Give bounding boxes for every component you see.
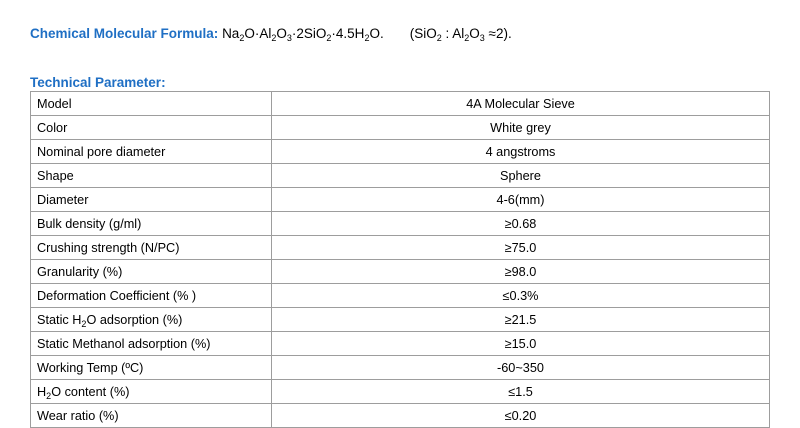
table-row (31, 236, 770, 260)
table-row (31, 164, 770, 188)
chemical-formula-value: $Na_2O\cdot Al_2O_3\cdot 2SiO_2\cdot 4.5H_2O$. (222, 26, 384, 43)
row-label: Nominal pore diameter (31, 140, 272, 164)
technical-parameter-table (30, 91, 770, 428)
row-label: Deformation Coefficient (% ) (31, 284, 272, 308)
table-row (31, 116, 770, 140)
table-row (31, 404, 770, 428)
row-value: ≤1.5 (272, 380, 770, 404)
row-value: -60~350 (272, 356, 770, 380)
row-label: Diameter (31, 188, 272, 212)
row-value: ≤0.20 (272, 404, 770, 428)
table-row (31, 332, 770, 356)
row-label: Static $H_2O$ adsorption (%) (31, 308, 272, 332)
table-row (31, 284, 770, 308)
table-row (31, 140, 770, 164)
row-value: White grey (272, 116, 770, 140)
table-row (31, 260, 770, 284)
row-value: 4 angstroms (272, 140, 770, 164)
row-label: Shape (31, 164, 272, 188)
row-value: ≥0.68 (272, 212, 770, 236)
table-row (31, 380, 770, 404)
row-value: ≥98.0 (272, 260, 770, 284)
chemical-formula-note: (SiO$_2$ : $Al_2O_3 \approx 2$). (409, 26, 512, 43)
row-label: Granularity (%) (31, 260, 272, 284)
row-label: Color (31, 116, 272, 140)
table-row (31, 188, 770, 212)
row-label: Working Temp (ºC) (31, 356, 272, 380)
row-value: Sphere (272, 164, 770, 188)
table-row (31, 356, 770, 380)
row-value: ≤0.3% (272, 284, 770, 308)
row-value: ≥75.0 (272, 236, 770, 260)
chemical-formula-label: Chemical Molecular Formula: (30, 26, 219, 41)
chemical-formula-line (30, 26, 512, 41)
row-label: Crushing strength (N/PC) (31, 236, 272, 260)
technical-parameter-title: Technical Parameter: (30, 75, 166, 90)
row-value: ≥15.0 (272, 332, 770, 356)
table-row (31, 308, 770, 332)
table-row (31, 92, 770, 116)
table-row (31, 212, 770, 236)
row-label: Static Methanol adsorption (%) (31, 332, 272, 356)
row-label: Bulk density (g/ml) (31, 212, 272, 236)
row-label: Wear ratio (%) (31, 404, 272, 428)
row-label: Model (31, 92, 272, 116)
row-value: ≥21.5 (272, 308, 770, 332)
row-value: 4A Molecular Sieve (272, 92, 770, 116)
row-value: 4-6(mm) (272, 188, 770, 212)
row-label: $H_2O$ content (%) (31, 380, 272, 404)
